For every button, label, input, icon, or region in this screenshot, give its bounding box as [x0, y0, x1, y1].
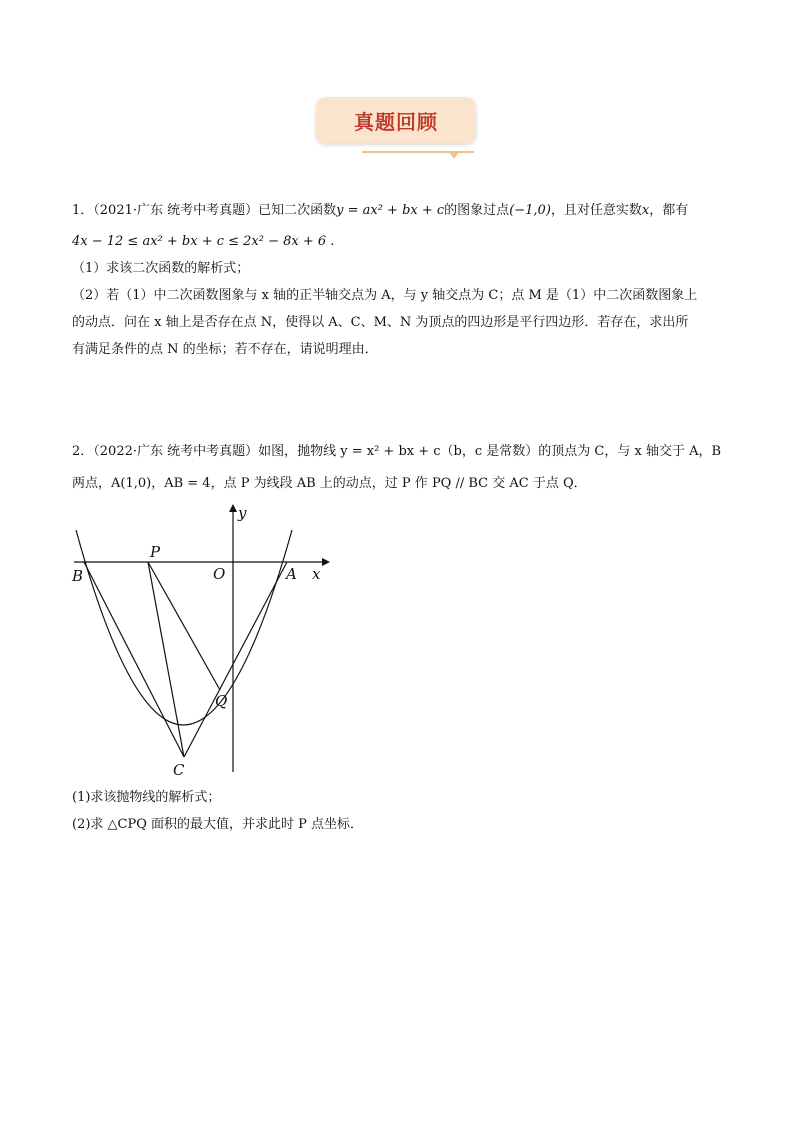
label-x: x — [312, 565, 321, 583]
q1-part1: （1）求该二次函数的解析式； — [72, 261, 250, 276]
y-axis-arrow — [229, 504, 237, 512]
parabola-curve — [76, 530, 292, 725]
q1-line1-mid: 的图象过点 — [444, 203, 510, 218]
q2-part2: (2)求 △CPQ 面积的最大值，并求此时 P 点坐标． — [72, 817, 364, 832]
segment-bc — [84, 562, 184, 757]
label-o: O — [213, 565, 226, 583]
segment-pc — [148, 562, 184, 757]
q1-line1-prefix: 1．（2021·广东 统考中考真题）已知二次函数 — [72, 203, 337, 218]
label-b: B — [72, 567, 84, 585]
x-axis-arrow — [322, 558, 330, 566]
label-a: A — [286, 565, 297, 583]
q1-part2-line3: 有满足条件的点 N 的坐标；若不存在，请说明理由． — [72, 342, 378, 357]
q2-part1: (1)求该抛物线的解析式； — [72, 790, 221, 805]
segment-ac — [184, 562, 287, 757]
q1-part2-line1: （2）若（1）中二次函数图象与 x 轴的正半轴交点为 A，与 y 轴交点为 C；点 M 是（1）中二次函数图象上 — [72, 288, 698, 303]
q1-line1 — [72, 201, 688, 221]
label-y: y — [238, 504, 247, 522]
parabola-figure — [60, 500, 340, 790]
q2-line2: 两点，A(1,0)，AB = 4，点 P 为线段 AB 上的动点，过 P 作 PQ // BC 交 AC 于点 Q． — [72, 476, 587, 491]
label-c: C — [173, 761, 185, 779]
segment-pq — [148, 562, 220, 690]
q1-var-x: x — [641, 203, 650, 218]
q1-function: y = ax² + bx + c — [336, 203, 445, 218]
q1-part2-line2: 的动点．问在 x 轴上是否存在点 N，使得以 A、C、M、N 为顶点的四边形是平行四边形．若存在，求出所 — [72, 315, 689, 330]
q2-line1: 2．（2022·广东 统考中考真题）如图，抛物线 y = x² + bx + c（b，c 是常数）的顶点为 C，与 x 轴交于 A，B — [72, 444, 722, 459]
q1-inequality: 4x − 12 ≤ ax² + bx + c ≤ 2x² − 8x + 6 . — [72, 234, 335, 249]
q1-line1-tail: ，且对任意实数 — [550, 203, 642, 218]
section-title: 真题回顾 — [354, 110, 438, 134]
label-q: Q — [215, 692, 228, 710]
banner-tail — [448, 151, 460, 159]
q1-line1-end: ，都有 — [649, 203, 689, 218]
q1-point: (−1,0) — [509, 203, 551, 218]
section-banner — [316, 97, 476, 143]
label-p: P — [150, 543, 161, 561]
